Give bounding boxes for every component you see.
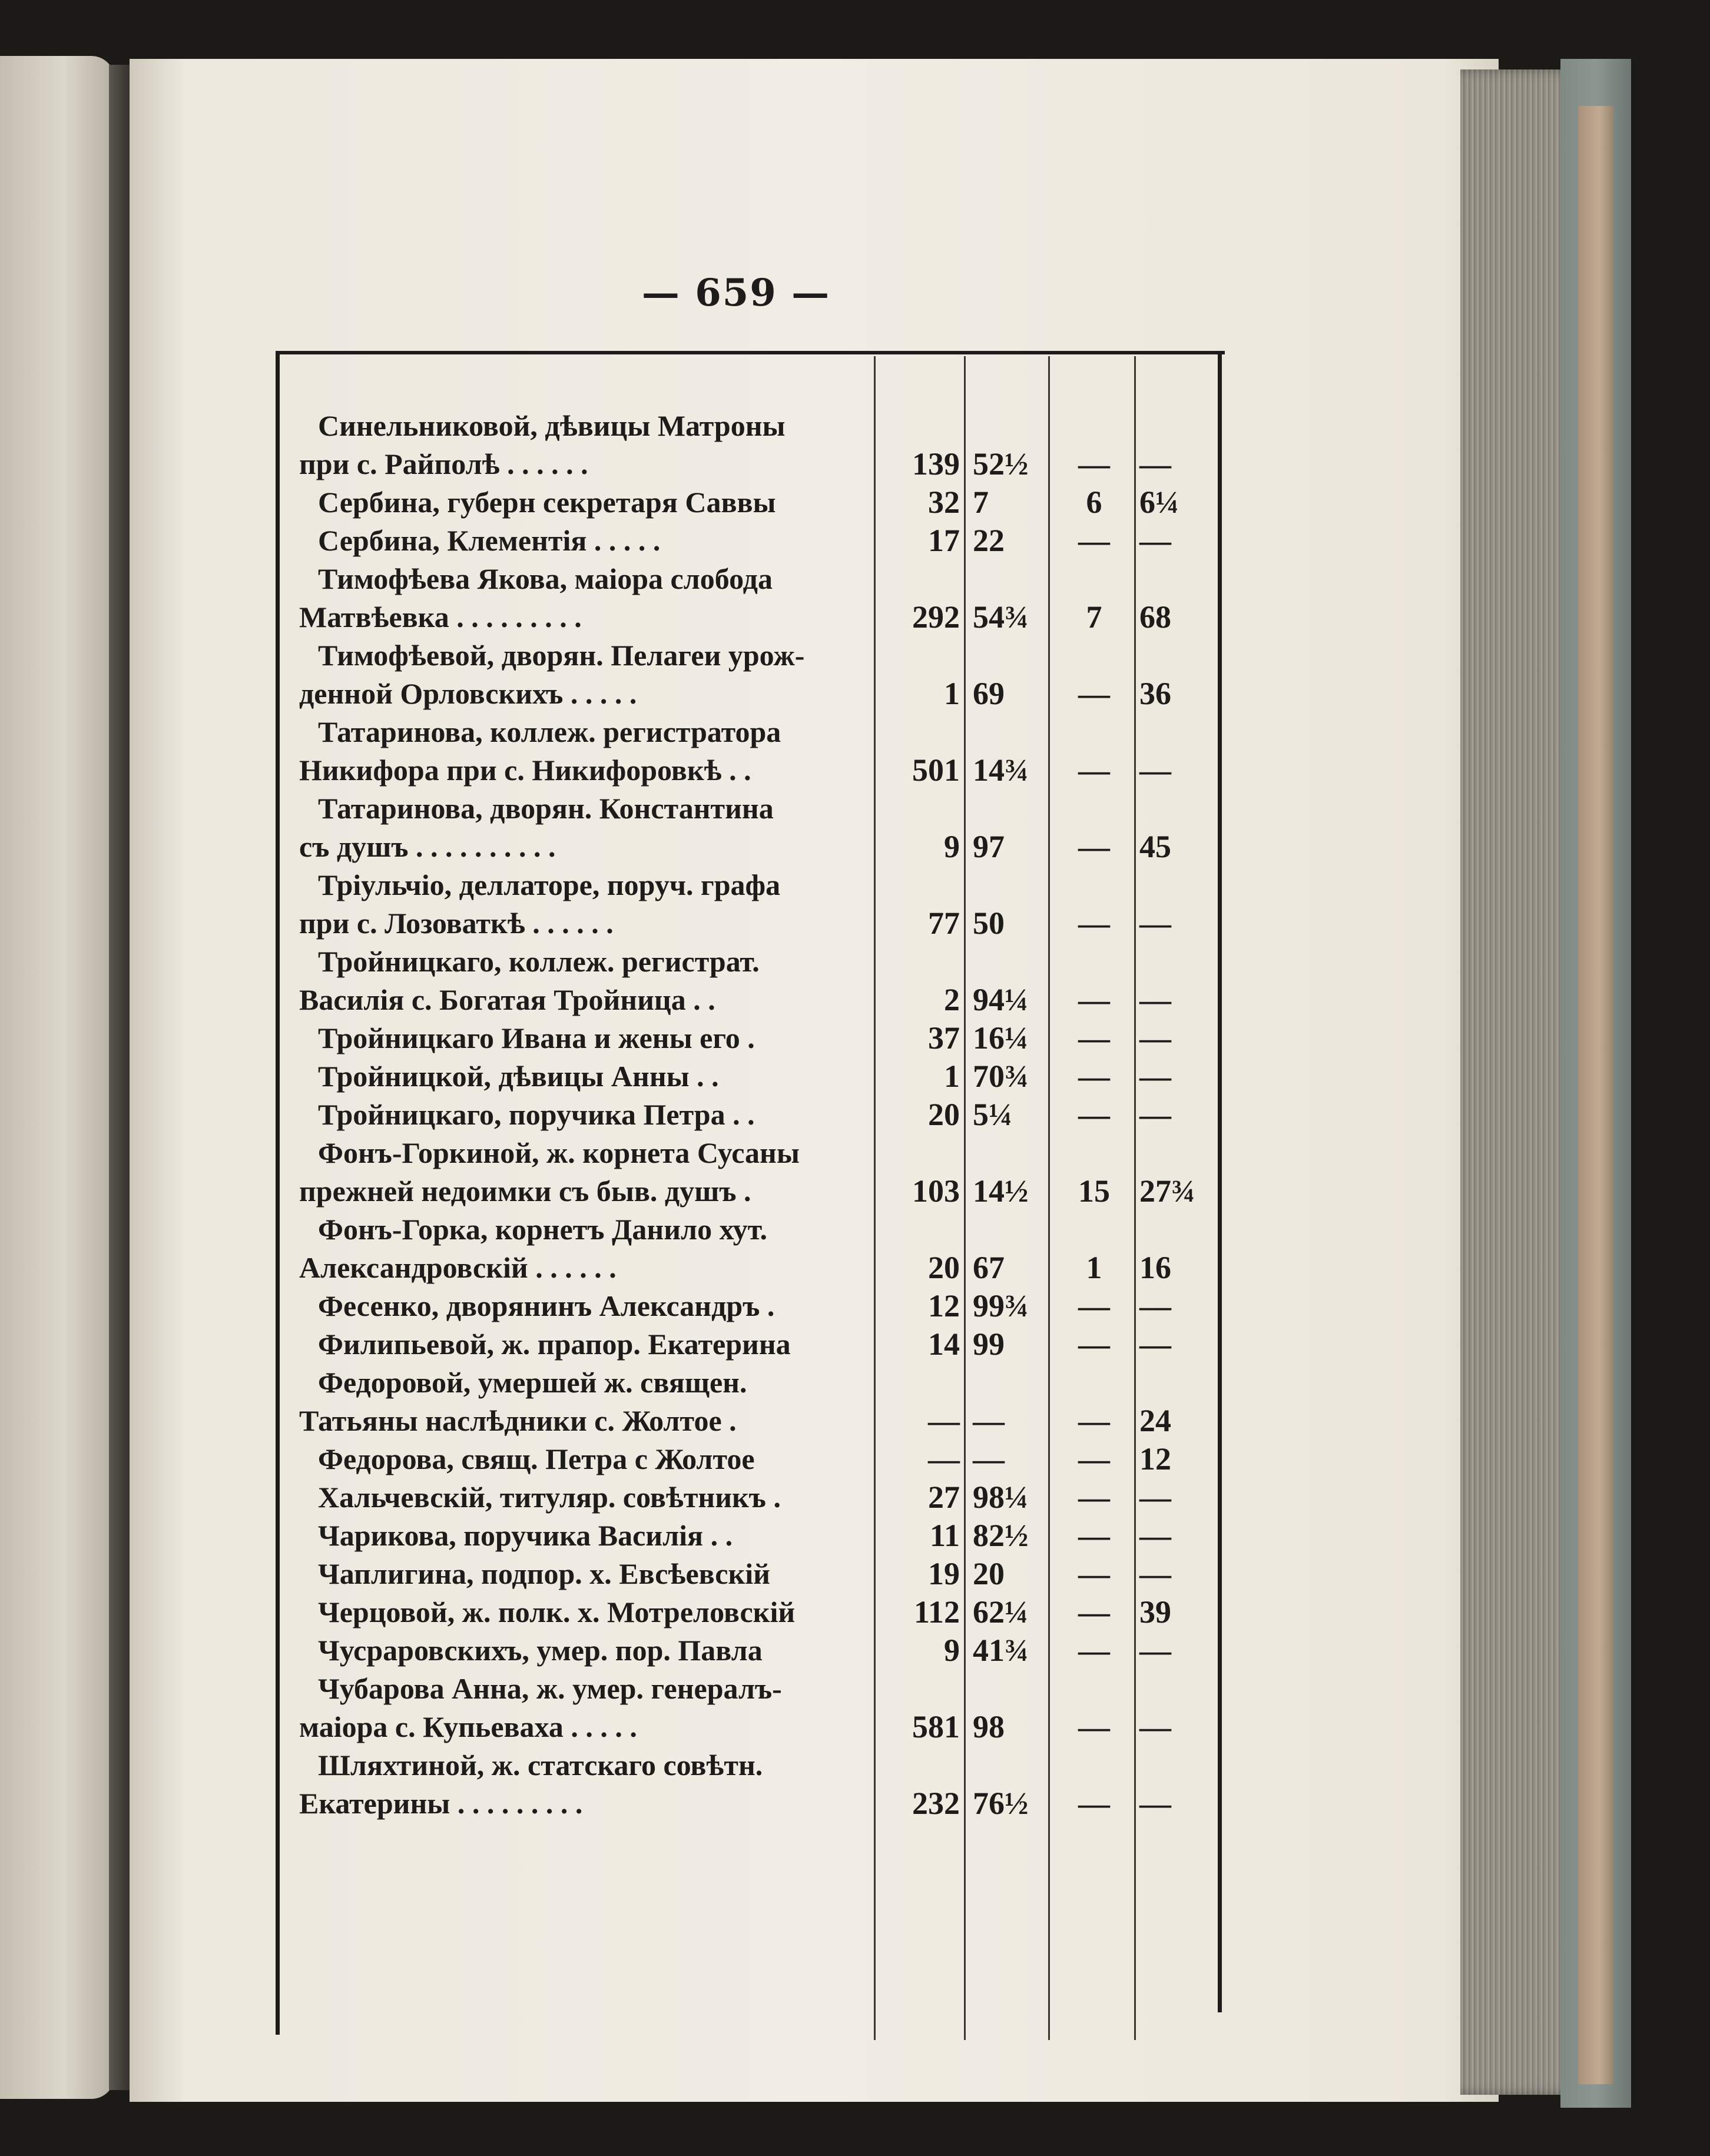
ledger-cell-c3: — (1078, 982, 1110, 1017)
ledger-cell-c1: 1 (944, 1059, 960, 1094)
ledger-row-text: Чусраровскихъ, умер. пор. Павла (318, 1634, 763, 1667)
ledger-cell-c4: — (1139, 446, 1171, 482)
ledger-cell-c1: 103 (912, 1173, 960, 1209)
ledger-cell-c2: — (973, 1441, 1005, 1477)
ledger-cell-c4: 36 (1139, 676, 1171, 711)
ledger-cell-c4: — (1139, 1786, 1171, 1821)
ledger-cell-c3: — (1078, 676, 1110, 711)
ledger-row-text: Фонъ-Горкиной, ж. корнета Сусаны (318, 1136, 800, 1169)
ledger-cell-c4: — (1139, 1059, 1171, 1094)
ledger-cell-c4: 6¼ (1139, 485, 1179, 520)
ledger-row-text: Татьяны наслѣдники с. Жолтое . (299, 1404, 737, 1437)
ledger-cell-c1: 20 (928, 1097, 960, 1132)
ledger-cell-c3: — (1078, 1403, 1110, 1438)
ledger-cell-c2: 22 (973, 523, 1005, 558)
ledger-cell-c3: — (1078, 829, 1110, 864)
ledger-cell-c4: 39 (1139, 1594, 1171, 1630)
ledger-row-text: съ душъ . . . . . . . . . . (299, 830, 556, 863)
ledger-cell-c2: 14½ (973, 1173, 1029, 1209)
ledger-cell-c3: — (1078, 1556, 1110, 1591)
ledger-cell-c2: 5¼ (973, 1097, 1013, 1132)
ledger-cell-c3: — (1078, 1633, 1110, 1668)
ledger-row-text: Татаринова, коллеж. регистратора (318, 715, 781, 748)
ledger-cell-c4: — (1139, 1518, 1171, 1553)
ledger-cell-c1: 501 (912, 752, 960, 788)
ledger-row-text: Синельниковой, дѣвицы Матроны (318, 409, 786, 442)
ledger-row-text: Черцовой, ж. полк. х. Мотреловскій (318, 1596, 796, 1628)
ledger-cell-c2: — (973, 1403, 1005, 1438)
ledger-cell-c1: 139 (912, 446, 960, 482)
ledger-cell-c4: 16 (1139, 1250, 1171, 1285)
ledger-cell-c4: — (1139, 523, 1171, 558)
ledger-cell-c1: — (928, 1441, 960, 1477)
ledger-row-text: Фонъ-Горка, корнетъ Данило хут. (318, 1213, 767, 1246)
ledger-row-text: денной Орловскихъ . . . . . (299, 677, 637, 710)
ledger-row-text: при с. Лозоваткѣ . . . . . . (299, 907, 614, 940)
ledger-cell-c3: — (1078, 1326, 1110, 1362)
ledger-row-text: Федоровой, умершей ж. священ. (318, 1366, 747, 1399)
page-number: — 659 — (641, 271, 831, 315)
ledger-cell-c3: — (1078, 1441, 1110, 1477)
ledger-cell-c3: — (1078, 523, 1110, 558)
ledger-row-text: Чубарова Анна, ж. умер. генералъ- (318, 1672, 782, 1705)
ledger-cell-c2: 50 (973, 905, 1005, 941)
ledger-cell-c3: 6 (1086, 485, 1102, 520)
ledger-cell-c3: — (1078, 1288, 1110, 1324)
ledger-cell-c3: — (1078, 1020, 1110, 1056)
ledger-row-text: Татаринова, дворян. Константина (318, 792, 774, 825)
ledger-cell-c1: 1 (944, 676, 960, 711)
ledger-row-text: Федорова, свящ. Петра с Жолтое (318, 1442, 755, 1475)
ledger-row-text: Тройницкаго Ивана и жены его . (318, 1021, 755, 1054)
ledger-cell-c1: — (928, 1403, 960, 1438)
ledger-row-text: Матвѣевка . . . . . . . . . (299, 601, 582, 633)
ledger-row-text: Сербина, Клементія . . . . . (318, 524, 661, 557)
ledger-cell-c1: 9 (944, 829, 960, 864)
ledger-cell-c2: 82½ (973, 1518, 1029, 1553)
book-spine (1578, 106, 1613, 2084)
ledger-cell-c3: — (1078, 1786, 1110, 1821)
ledger-cell-c2: 99 (973, 1326, 1005, 1362)
ledger-cell-c1: 27 (928, 1480, 960, 1515)
ledger-row-text: Чаплигина, подпор. х. Евсѣевскій (318, 1557, 770, 1590)
ledger-row-text: прежней недоимки съ быв. душъ . (299, 1175, 751, 1208)
ledger-row-text: Фесенко, дворянинъ Александръ . (318, 1289, 775, 1322)
ledger-cell-c1: 581 (912, 1709, 960, 1744)
ledger-cell-c4: — (1139, 982, 1171, 1017)
ledger-cell-c4: — (1139, 1480, 1171, 1515)
ledger-row-text: Сербина, губерн секретаря Саввы (318, 486, 776, 519)
ledger-row-text: маіора с. Купьеваха . . . . . (299, 1710, 637, 1743)
ledger-cell-c3: 1 (1086, 1250, 1102, 1285)
ledger-cell-c4: — (1139, 905, 1171, 941)
ledger-row-text: Шляхтиной, ж. статскаго совѣтн. (318, 1749, 763, 1782)
ledger-cell-c2: 98 (973, 1709, 1005, 1744)
ledger-cell-c2: 20 (973, 1556, 1005, 1591)
ledger-row-text: Екатерины . . . . . . . . . (299, 1787, 583, 1820)
ledger-cell-c1: 14 (928, 1326, 960, 1362)
ledger-cell-c2: 16¼ (973, 1020, 1029, 1056)
ledger-cell-c2: 14¾ (973, 752, 1029, 788)
ledger-cell-c3: — (1078, 1059, 1110, 1094)
ledger-cell-c3: — (1078, 1480, 1110, 1515)
ledger-cell-c1: 2 (944, 982, 960, 1017)
ledger-cell-c2: 41¾ (973, 1633, 1029, 1668)
ledger-cell-c4: 12 (1139, 1441, 1171, 1477)
ledger-cell-c4: 45 (1139, 829, 1171, 864)
ledger-cell-c4: — (1139, 1326, 1171, 1362)
ledger-cell-c2: 94¼ (973, 982, 1029, 1017)
ledger-cell-c3: — (1078, 752, 1110, 788)
left-page-edge (0, 56, 115, 2099)
ledger-cell-c1: 9 (944, 1633, 960, 1668)
ledger-cell-c1: 77 (928, 905, 960, 941)
ledger-cell-c4: — (1139, 752, 1171, 788)
ledger-row-text: Никифора при с. Никифоровкѣ . . (299, 754, 751, 787)
ledger-cell-c2: 62¼ (973, 1594, 1029, 1630)
ledger-cell-c3: — (1078, 905, 1110, 941)
ledger-cell-c4: — (1139, 1288, 1171, 1324)
ledger-cell-c4: — (1139, 1709, 1171, 1744)
ledger-row-text: Василія с. Богатая Тройница . . (299, 983, 715, 1016)
ledger-cell-c4: — (1139, 1556, 1171, 1591)
ledger-row-text: при с. Райполѣ . . . . . . (299, 447, 588, 480)
ledger-cell-c4: 68 (1139, 599, 1171, 635)
ledger-cell-c1: 37 (928, 1020, 960, 1056)
ledger-cell-c1: 112 (913, 1594, 960, 1630)
ledger-cell-c1: 17 (928, 523, 960, 558)
column-rule (874, 356, 876, 2040)
ledger-row-text: Хальчевскій, титуляр. совѣтникъ . (318, 1481, 781, 1514)
ledger-cell-c1: 12 (928, 1288, 960, 1324)
ledger-cell-c4: — (1139, 1020, 1171, 1056)
ledger-cell-c3: — (1078, 1709, 1110, 1744)
ledger-row-text: Чарикова, поручика Василія . . (318, 1519, 733, 1552)
ledger-cell-c3: — (1078, 446, 1110, 482)
ledger-cell-c2: 7 (973, 485, 989, 520)
ledger-cell-c2: 54¾ (973, 599, 1029, 635)
ledger-row-text: Тимофѣева Якова, маіора слобода (318, 562, 773, 595)
ledger-cell-c1: 232 (912, 1786, 960, 1821)
ledger-cell-c1: 19 (928, 1556, 960, 1591)
ledger-row-text: Тройницкой, дѣвицы Анны . . (318, 1060, 719, 1093)
ledger-cell-c2: 98¼ (973, 1480, 1029, 1515)
ledger-cell-c4: — (1139, 1097, 1171, 1132)
ledger-row-text: Тройницкаго, коллеж. регистрат. (318, 945, 760, 978)
ledger-cell-c2: 52½ (973, 446, 1029, 482)
ledger-cell-c2: 70¾ (973, 1059, 1029, 1094)
ledger-cell-c1: 292 (912, 599, 960, 635)
ledger-table-left-rule (276, 352, 280, 2035)
ledger-row-text: Тройницкаго, поручика Петра . . (318, 1098, 755, 1131)
column-rule (964, 356, 966, 2040)
ledger-cell-c2: 76½ (973, 1786, 1029, 1821)
ledger-row-text: Тріульчіо, деллаторе, поруч. графа (318, 868, 781, 901)
ledger-cell-c2: 99¾ (973, 1288, 1029, 1324)
ledger-cell-c2: 67 (973, 1250, 1005, 1285)
ledger-row-text: Александровскій . . . . . . (299, 1251, 617, 1284)
ledger-cell-c3: — (1078, 1097, 1110, 1132)
ledger-cell-c4: 27¾ (1139, 1173, 1195, 1209)
ledger-cell-c3: 7 (1086, 599, 1102, 635)
ledger-cell-c3: — (1078, 1518, 1110, 1553)
ledger-cell-c1: 20 (928, 1250, 960, 1285)
ledger-cell-c4: — (1139, 1633, 1171, 1668)
ledger-cell-c1: 11 (929, 1518, 960, 1553)
ledger-cell-c3: 15 (1078, 1173, 1110, 1209)
ledger-cell-c2: 69 (973, 676, 1005, 711)
ledger-cell-c4: 24 (1139, 1403, 1171, 1438)
ledger-cell-c2: 97 (973, 829, 1005, 864)
ledger-cell-c3: — (1078, 1594, 1110, 1630)
ledger-row-text: Тимофѣевой, дворян. Пелагеи урож- (318, 639, 805, 672)
ledger-row-text: Филипьевой, ж. прапор. Екатерина (318, 1328, 791, 1361)
ledger-cell-c1: 32 (928, 485, 960, 520)
